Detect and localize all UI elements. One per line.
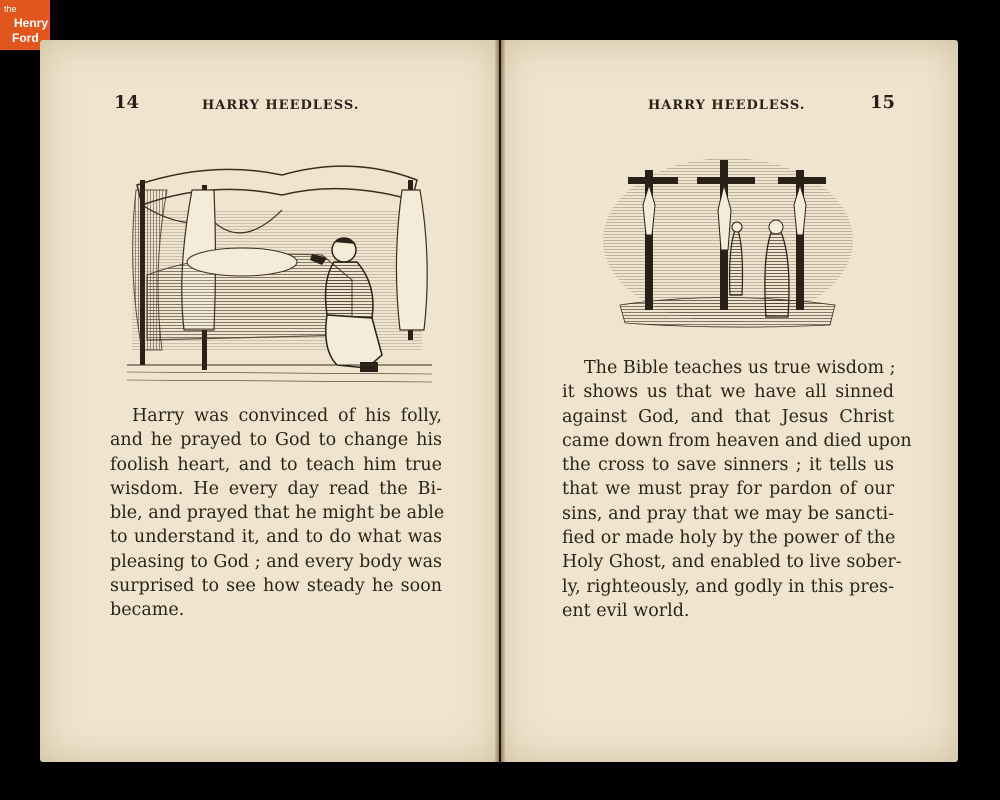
text-line: to understand it, and to do what was: [110, 527, 442, 548]
right-page-number: 15: [870, 92, 896, 113]
text-line: ble, and prayed that he might be able: [110, 503, 445, 524]
text-line: pleasing to God ; and every body was: [110, 551, 442, 572]
text-line: Harry was convinced of his folly,: [132, 406, 442, 426]
text-line: The Bible teaches us true wisdom ;: [584, 358, 896, 378]
logo-text-the: the: [4, 4, 17, 14]
logo-text-henry: Henry: [14, 16, 49, 30]
text-line: ly, righteously, and godly in this pres-: [562, 576, 894, 597]
text-line: the cross to save sinners ; it tells us: [562, 455, 894, 476]
right-running-head: HARRY HEEDLESS.: [648, 98, 806, 113]
text-line: fied or made holy by the power of the: [562, 528, 896, 549]
left-page-paragraph: [110, 404, 445, 623]
logo-text-ford: Ford: [12, 31, 39, 45]
book-gutter: [495, 40, 505, 762]
left-running-head: HARRY HEEDLESS.: [202, 98, 360, 113]
right-page-paragraph: [562, 356, 912, 623]
text-line: wisdom. He every day read the Bi-: [110, 478, 442, 499]
text-line: surprised to see how steady he soon: [110, 576, 442, 597]
text-line: ent evil world.: [562, 600, 690, 621]
text-line: that we must pray for pardon of our: [562, 479, 894, 500]
text-line: came down from heaven and died upon: [562, 430, 912, 451]
left-page: [40, 40, 499, 762]
text-line: it shows us that we have all sinned: [562, 382, 894, 403]
left-page-number: 14: [114, 92, 140, 113]
text-line: and he prayed to God to change his: [110, 430, 442, 451]
prayer-illustration: [122, 150, 437, 395]
text-line: Holy Ghost, and enabled to live sober-: [562, 552, 902, 573]
text-line: against God, and that Jesus Christ: [562, 406, 894, 427]
crucifixion-illustration: [600, 155, 855, 335]
text-line: became.: [110, 600, 185, 621]
text-line: foolish heart, and to teach him true: [110, 454, 442, 475]
text-line: sins, and pray that we may be sancti-: [562, 503, 894, 524]
